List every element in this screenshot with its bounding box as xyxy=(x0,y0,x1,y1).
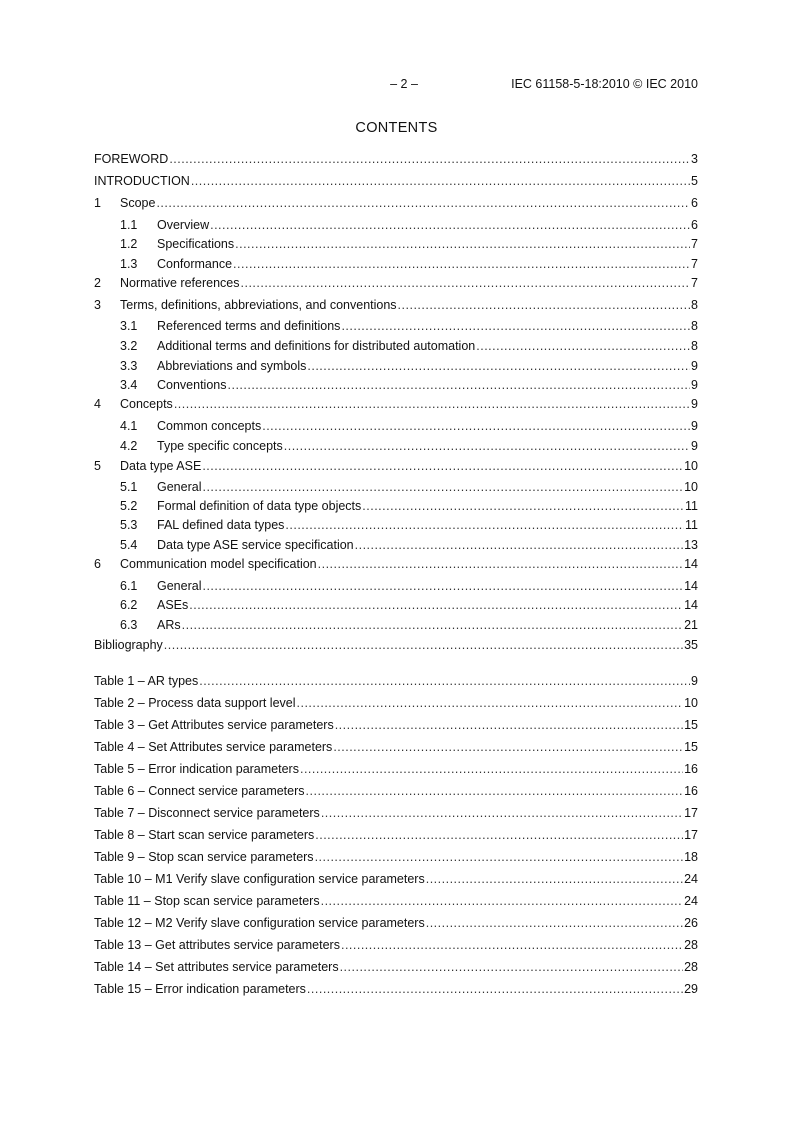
dot-leader xyxy=(202,479,683,495)
table-entry-page: 16 xyxy=(684,784,698,798)
table-entry-page: 18 xyxy=(684,850,698,864)
toc-entry-title: Conventions xyxy=(157,378,227,392)
toc-entry-title: Formal definition of data type objects xyxy=(157,499,362,513)
toc-entry-page: 21 xyxy=(684,618,698,632)
toc-entry-title: General xyxy=(157,480,202,494)
page-number: – 2 – xyxy=(390,77,418,91)
toc-entry[interactable] xyxy=(94,297,698,313)
toc-entry-page: 10 xyxy=(684,459,698,473)
toc-entry-page: 7 xyxy=(691,276,698,290)
table-entry-title: Table 6 – Connect service parameters xyxy=(94,784,305,798)
toc-entry-page: 5 xyxy=(691,174,698,188)
table-entry-page: 28 xyxy=(684,960,698,974)
toc-entry-page: 9 xyxy=(691,378,698,392)
toc-entry-page: 9 xyxy=(691,439,698,453)
toc-entry-title: ASEs xyxy=(157,598,189,612)
table-entry-title: Table 3 – Get Attributes service parameters xyxy=(94,718,334,732)
toc-entry-number: 5.3 xyxy=(120,518,138,532)
toc-entry-title: Bibliography xyxy=(94,638,163,652)
toc-entry-number: 3.1 xyxy=(120,319,138,333)
table-entry-page: 17 xyxy=(684,806,698,820)
table-list-entry[interactable] xyxy=(94,871,698,887)
dot-leader xyxy=(315,827,683,843)
dot-leader xyxy=(321,805,683,821)
toc-entry-number: 1.1 xyxy=(120,218,138,232)
dot-leader xyxy=(233,256,690,272)
toc-entry-number: 5 xyxy=(94,459,101,473)
toc-entry-title: Overview xyxy=(157,218,210,232)
dot-leader xyxy=(285,517,684,533)
toc-entry-page: 14 xyxy=(684,579,698,593)
table-entry-page: 16 xyxy=(684,762,698,776)
toc-entry-number: 4 xyxy=(94,397,101,411)
table-entry-title: Table 14 – Set attributes service parameters xyxy=(94,960,339,974)
toc-entry[interactable] xyxy=(94,173,698,189)
toc-entry[interactable] xyxy=(94,195,698,211)
toc-entry[interactable] xyxy=(120,438,698,454)
dot-leader xyxy=(169,151,690,167)
table-list-entry[interactable] xyxy=(94,717,698,733)
table-entry-title: Table 2 – Process data support level xyxy=(94,696,296,710)
toc-entry-title: INTRODUCTION xyxy=(94,174,190,188)
toc-entry-number: 3.4 xyxy=(120,378,138,392)
table-list-entry[interactable] xyxy=(94,761,698,777)
dot-leader xyxy=(202,578,683,594)
toc-entry[interactable] xyxy=(120,479,698,495)
toc-entry-title: Specifications xyxy=(157,237,235,251)
dot-leader xyxy=(315,849,684,865)
table-entry-page: 29 xyxy=(684,982,698,996)
toc-entry-title: Conformance xyxy=(157,257,233,271)
table-entry-title: Table 10 – M1 Verify slave configuration service parameters xyxy=(94,872,425,886)
toc-entry-number: 1.3 xyxy=(120,257,138,271)
dot-leader xyxy=(297,695,684,711)
table-entry-page: 24 xyxy=(684,872,698,886)
toc-entry-number: 3.3 xyxy=(120,359,138,373)
table-entry-page: 17 xyxy=(684,828,698,842)
toc-entry-title: Communication model specification xyxy=(120,557,317,571)
table-entry-title: Table 1 – AR types xyxy=(94,674,199,688)
toc-entry-page: 9 xyxy=(691,397,698,411)
toc-entry-title: Abbreviations and symbols xyxy=(157,359,307,373)
toc-entry-title: FAL defined data types xyxy=(157,518,285,532)
dot-leader xyxy=(199,673,690,689)
toc-entry[interactable] xyxy=(120,358,698,374)
table-list-entry[interactable] xyxy=(94,893,698,909)
toc-entry[interactable] xyxy=(120,597,698,613)
dot-leader xyxy=(307,981,683,997)
toc-entry-number: 5.4 xyxy=(120,538,138,552)
toc-entry-title: Scope xyxy=(120,196,156,210)
table-entry-title: Table 5 – Error indication parameters xyxy=(94,762,299,776)
toc-entry-title: ARs xyxy=(157,618,181,632)
toc-entry-page: 35 xyxy=(684,638,698,652)
toc-entry-number: 6 xyxy=(94,557,101,571)
dot-leader xyxy=(300,761,683,777)
dot-leader xyxy=(306,783,684,799)
toc-entry-title: Normative references xyxy=(120,276,240,290)
toc-entry[interactable] xyxy=(120,217,698,233)
table-entry-page: 10 xyxy=(684,696,698,710)
dot-leader xyxy=(333,739,683,755)
dot-leader xyxy=(426,915,683,931)
dot-leader xyxy=(318,556,683,572)
table-list-entry[interactable] xyxy=(94,695,698,711)
table-list-entry[interactable] xyxy=(94,805,698,821)
table-entry-page: 24 xyxy=(684,894,698,908)
toc-entry-number: 6.3 xyxy=(120,618,138,632)
toc-entry[interactable] xyxy=(94,458,698,474)
table-entry-page: 15 xyxy=(684,740,698,754)
dot-leader xyxy=(284,438,690,454)
dot-leader xyxy=(235,236,690,252)
dot-leader xyxy=(262,418,690,434)
toc-entry-number: 6.1 xyxy=(120,579,138,593)
toc-entry-number: 1 xyxy=(94,196,101,210)
dot-leader xyxy=(341,937,683,953)
toc-entry-page: 6 xyxy=(691,196,698,210)
dot-leader xyxy=(189,597,683,613)
dot-leader xyxy=(398,297,691,313)
toc-entry[interactable] xyxy=(120,338,698,354)
toc-entry-title: Data type ASE xyxy=(120,459,202,473)
toc-entry-number: 3 xyxy=(94,298,101,312)
toc-entry-title: Referenced terms and definitions xyxy=(157,319,341,333)
table-list-entry[interactable] xyxy=(94,915,698,931)
toc-entry-title: Terms, definitions, abbreviations, and conventions xyxy=(120,298,397,312)
dot-leader xyxy=(341,318,690,334)
table-entry-title: Table 8 – Start scan service parameters xyxy=(94,828,315,842)
table-entry-page: 26 xyxy=(684,916,698,930)
toc-entry[interactable] xyxy=(120,418,698,434)
dot-leader xyxy=(191,173,690,189)
toc-entry-page: 14 xyxy=(684,557,698,571)
toc-entry-number: 5.2 xyxy=(120,499,138,513)
table-entry-title: Table 13 – Get attributes service parameters xyxy=(94,938,340,952)
table-entry-title: Table 7 – Disconnect service parameters xyxy=(94,806,320,820)
toc-entry[interactable] xyxy=(120,537,698,553)
toc-entry[interactable] xyxy=(120,617,698,633)
table-entry-page: 15 xyxy=(684,718,698,732)
toc-entry-number: 3.2 xyxy=(120,339,138,353)
toc-entry-page: 14 xyxy=(684,598,698,612)
toc-entry-title: General xyxy=(157,579,202,593)
dot-leader xyxy=(426,871,683,887)
table-list-entry[interactable] xyxy=(94,827,698,843)
toc-entry-number: 4.1 xyxy=(120,419,138,433)
toc-entry-title: Concepts xyxy=(120,397,173,411)
toc-entry-page: 10 xyxy=(684,480,698,494)
toc-entry[interactable] xyxy=(120,256,698,272)
toc-entry-page: 11 xyxy=(685,518,698,532)
toc-entry-number: 4.2 xyxy=(120,439,138,453)
toc-entry-title: Data type ASE service specification xyxy=(157,538,354,552)
page-header xyxy=(94,77,698,93)
toc-entry[interactable] xyxy=(120,498,698,514)
table-entry-page: 28 xyxy=(684,938,698,952)
dot-leader xyxy=(476,338,690,354)
dot-leader xyxy=(241,275,691,291)
dot-leader xyxy=(362,498,684,514)
dot-leader xyxy=(307,358,690,374)
table-entry-title: Table 15 – Error indication parameters xyxy=(94,982,306,996)
toc-entry[interactable] xyxy=(94,275,698,291)
toc-entry-page: 9 xyxy=(691,419,698,433)
table-list-entry[interactable] xyxy=(94,673,698,689)
toc-entry[interactable] xyxy=(94,396,698,412)
toc-entry-number: 6.2 xyxy=(120,598,138,612)
table-entry-title: Table 11 – Stop scan service parameters xyxy=(94,894,320,908)
table-list-entry[interactable] xyxy=(94,849,698,865)
table-list-entry[interactable] xyxy=(94,959,698,975)
dot-leader xyxy=(164,637,683,653)
toc-entry-number: 2 xyxy=(94,276,101,290)
dot-leader xyxy=(228,377,691,393)
dot-leader xyxy=(182,617,683,633)
toc-entry-page: 3 xyxy=(691,152,698,166)
toc-entry[interactable] xyxy=(120,578,698,594)
table-entry-title: Table 4 – Set Attributes service parameters xyxy=(94,740,333,754)
table-list-entry[interactable] xyxy=(94,783,698,799)
toc-entry[interactable] xyxy=(120,318,698,334)
dot-leader xyxy=(355,537,683,553)
toc-entry-title: Common concepts xyxy=(157,419,262,433)
table-list-entry[interactable] xyxy=(94,981,698,997)
dot-leader xyxy=(340,959,684,975)
contents-title: CONTENTS xyxy=(355,120,438,136)
table-entry-page: 9 xyxy=(691,674,698,688)
toc-entry[interactable] xyxy=(120,517,698,533)
toc-entry[interactable] xyxy=(120,236,698,252)
dot-leader xyxy=(174,396,690,412)
toc-entry-page: 11 xyxy=(685,499,698,513)
toc-entry[interactable] xyxy=(94,556,698,572)
toc-entry-page: 13 xyxy=(684,538,698,552)
table-list-entry[interactable] xyxy=(94,937,698,953)
table-entry-title: Table 9 – Stop scan service parameters xyxy=(94,850,314,864)
table-list-entry[interactable] xyxy=(94,739,698,755)
dot-leader xyxy=(156,195,690,211)
toc-entry-page: 7 xyxy=(691,237,698,251)
toc-entry[interactable] xyxy=(94,637,698,653)
toc-entry-page: 7 xyxy=(691,257,698,271)
toc-entry-number: 5.1 xyxy=(120,480,138,494)
dot-leader xyxy=(202,458,683,474)
toc-entry-page: 8 xyxy=(691,319,698,333)
toc-entry[interactable] xyxy=(120,377,698,393)
dot-leader xyxy=(210,217,690,233)
table-entry-title: Table 12 – M2 Verify slave configuration service parameters xyxy=(94,916,425,930)
toc-entry-page: 8 xyxy=(691,339,698,353)
dot-leader xyxy=(335,717,683,733)
toc-entry-title: Type specific concepts xyxy=(157,439,283,453)
dot-leader xyxy=(321,893,684,909)
toc-entry-title: Additional terms and definitions for distributed automation xyxy=(157,339,476,353)
toc-entry-page: 6 xyxy=(691,218,698,232)
toc-entry-title: FOREWORD xyxy=(94,152,169,166)
toc-entry-page: 9 xyxy=(691,359,698,373)
document-reference: IEC 61158-5-18:2010 © IEC 2010 xyxy=(511,77,698,91)
toc-entry-page: 8 xyxy=(691,298,698,312)
toc-entry[interactable] xyxy=(94,151,698,167)
toc-entry-number: 1.2 xyxy=(120,237,138,251)
